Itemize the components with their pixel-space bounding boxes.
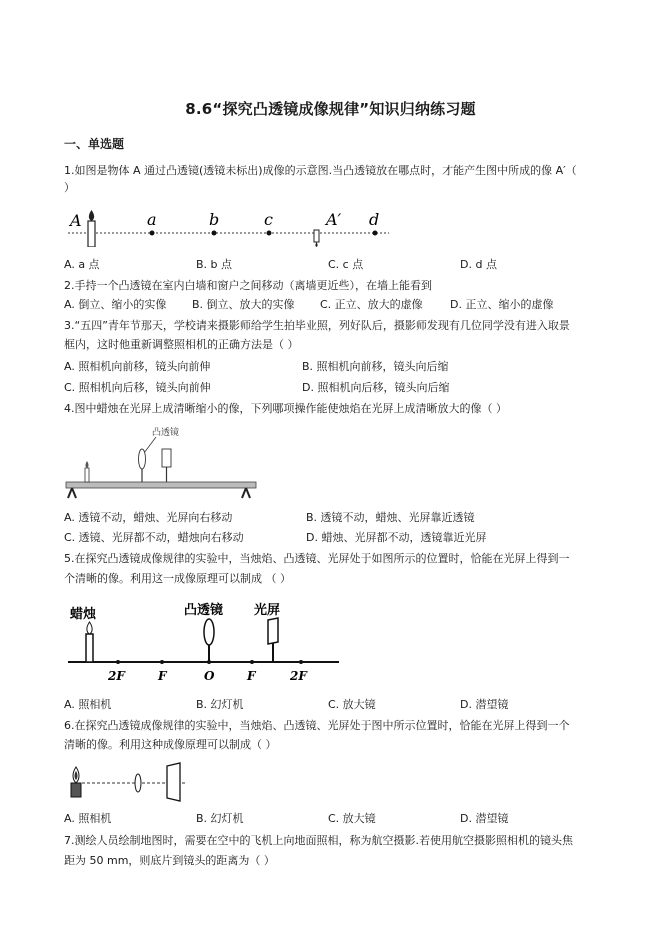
q5-option-d[interactable]: D. 潜望镜 bbox=[460, 698, 509, 711]
point-label-c: c bbox=[264, 210, 273, 229]
light-screen-icon bbox=[167, 763, 180, 801]
question-2-text-line1: 2.手持一个凸透镜在室内白墙和窗户之间移动（离墙更近些），在墙上能看到 bbox=[64, 279, 432, 292]
q2-option-c[interactable]: C. 正立、放大的虚像 bbox=[320, 298, 423, 311]
convex-lens-icon bbox=[135, 774, 141, 792]
light-screen-icon bbox=[268, 618, 278, 644]
object-candle-icon bbox=[88, 221, 95, 247]
question-5-text-line2: 个清晰的像。利用这一成像原理可以制成 （ ） bbox=[64, 572, 291, 585]
question-5-text-line1: 5.在探究凸透镜成像规律的实验中，当烛焰、凸透镜、光屏处于如图所示的位置时，恰能在光屏上得到一 bbox=[64, 552, 570, 565]
question-7-text-line2: 距为 50 mm，则底片到镜头的距离为（ ） bbox=[64, 854, 275, 867]
point-label-A-prime: A′ bbox=[326, 210, 342, 229]
optical-bench bbox=[66, 482, 256, 488]
image-candle-icon bbox=[314, 230, 319, 242]
worksheet-title: 8.6“探究凸透镜成像规律”知识归纳练习题 bbox=[185, 100, 476, 118]
candle-icon bbox=[86, 634, 93, 662]
q1-option-d[interactable]: D. d 点 bbox=[460, 258, 497, 271]
question-1-figure bbox=[64, 203, 394, 247]
flame-icon bbox=[86, 461, 89, 468]
q5-option-b[interactable]: B. 幻灯机 bbox=[196, 698, 244, 711]
section-heading: 一、单选题 bbox=[64, 137, 125, 151]
q3-option-b[interactable]: B. 照相机向前移，镜头向后缩 bbox=[302, 360, 449, 373]
q5-option-a[interactable]: A. 照相机 bbox=[64, 698, 112, 711]
q2-option-b[interactable]: B. 倒立、放大的实像 bbox=[192, 298, 295, 311]
q1-option-c[interactable]: C. c 点 bbox=[328, 258, 364, 271]
q6-option-b[interactable]: B. 幻灯机 bbox=[196, 812, 244, 825]
candle-icon bbox=[71, 783, 81, 797]
question-1-text-line2: ） bbox=[64, 181, 75, 194]
convex-lens-icon bbox=[139, 449, 146, 469]
flame-icon bbox=[89, 210, 94, 221]
q5-option-c[interactable]: C. 放大镜 bbox=[328, 698, 376, 711]
convex-lens-icon bbox=[204, 619, 214, 645]
point-label-b: b bbox=[209, 210, 220, 229]
point-c-dot bbox=[267, 231, 272, 236]
axis-label-o: O bbox=[204, 669, 215, 683]
axis-label-2f-right: 2F bbox=[290, 669, 307, 683]
axis-label-f-right: F bbox=[247, 669, 256, 683]
question-6-text-line1: 6.在探究凸透镜成像规律的实验中，当烛焰、凸透镜、光屏处于图中所示位置时，恰能在光屏上得到一个 bbox=[64, 719, 570, 732]
flame-icon bbox=[87, 622, 92, 634]
q3-option-d[interactable]: D. 照相机向后移，镜头向后缩 bbox=[302, 381, 450, 394]
question-3-text-line2: 框内，这时他重新调整照相机的正确方法是（ ） bbox=[64, 338, 299, 351]
lens-label: 凸透镜 bbox=[184, 603, 224, 618]
q4-option-c[interactable]: C. 透镜、光屏都不动，蜡烛向右移动 bbox=[64, 531, 244, 544]
bench-leg-right-icon bbox=[242, 488, 250, 498]
q1-option-a[interactable]: A. a 点 bbox=[64, 258, 100, 271]
q4-option-b[interactable]: B. 透镜不动，蜡烛、光屏靠近透镜 bbox=[306, 511, 475, 524]
question-4-text-line1: 4.图中蜡烛在光屏上成清晰缩小的像，下列哪项操作能使烛焰在光屏上成清晰放大的像（ ） bbox=[64, 402, 507, 415]
q6-option-c[interactable]: C. 放大镜 bbox=[328, 812, 376, 825]
bench-leg-left-icon bbox=[68, 488, 76, 498]
candle-icon bbox=[85, 468, 89, 482]
axis-label-2f-left: 2F bbox=[108, 669, 125, 683]
point-d-dot bbox=[373, 231, 378, 236]
q1-option-b[interactable]: B. b 点 bbox=[196, 258, 233, 271]
candle-label: 蜡烛 bbox=[70, 607, 97, 622]
q4-option-d[interactable]: D. 蜡烛、光屏都不动，透镜靠近光屏 bbox=[306, 531, 487, 544]
question-6-text-line2: 清晰的像。利用这种成像原理可以制成（ ） bbox=[64, 738, 277, 751]
point-label-A: A bbox=[70, 211, 82, 230]
lens-label: 凸透镜 bbox=[152, 428, 180, 438]
point-a-dot bbox=[150, 231, 155, 236]
screen-label: 光屏 bbox=[254, 603, 281, 618]
question-7-text-line1: 7.测绘人员绘制地图时，需要在空中的飞机上向地面照相，称为航空摄影.若使用航空摄影照相机的镜头焦 bbox=[64, 834, 573, 847]
q6-option-a[interactable]: A. 照相机 bbox=[64, 812, 112, 825]
question-3-text-line1: 3.“五四”青年节那天，学校请来摄影师给学生拍毕业照，列好队后，摄影师发现有几位同学没有进入取景 bbox=[64, 319, 570, 332]
q6-option-d[interactable]: D. 潜望镜 bbox=[460, 812, 509, 825]
light-screen-icon bbox=[162, 449, 171, 467]
question-5-figure bbox=[64, 598, 342, 684]
q2-option-a[interactable]: A. 倒立、缩小的实像 bbox=[64, 298, 167, 311]
q2-option-d[interactable]: D. 正立、缩小的虚像 bbox=[450, 298, 554, 311]
point-b-dot bbox=[212, 231, 217, 236]
q3-option-c[interactable]: C. 照相机向后移，镜头向前伸 bbox=[64, 381, 211, 394]
point-label-a: a bbox=[147, 210, 157, 229]
question-1-text-line1: 1.如图是物体 A 通过凸透镜(透镜未标出)成像的示意图.当凸透镜放在哪点时，才能产生图中所成的像 A′（ bbox=[64, 164, 577, 177]
question-4-figure bbox=[64, 423, 260, 499]
question-6-figure bbox=[64, 761, 194, 803]
axis-label-f-left: F bbox=[158, 669, 167, 683]
q3-option-a[interactable]: A. 照相机向前移，镜头向前伸 bbox=[64, 360, 211, 373]
point-label-d: d bbox=[369, 210, 380, 229]
q4-option-a[interactable]: A. 透镜不动，蜡烛、光屏向右移动 bbox=[64, 511, 233, 524]
